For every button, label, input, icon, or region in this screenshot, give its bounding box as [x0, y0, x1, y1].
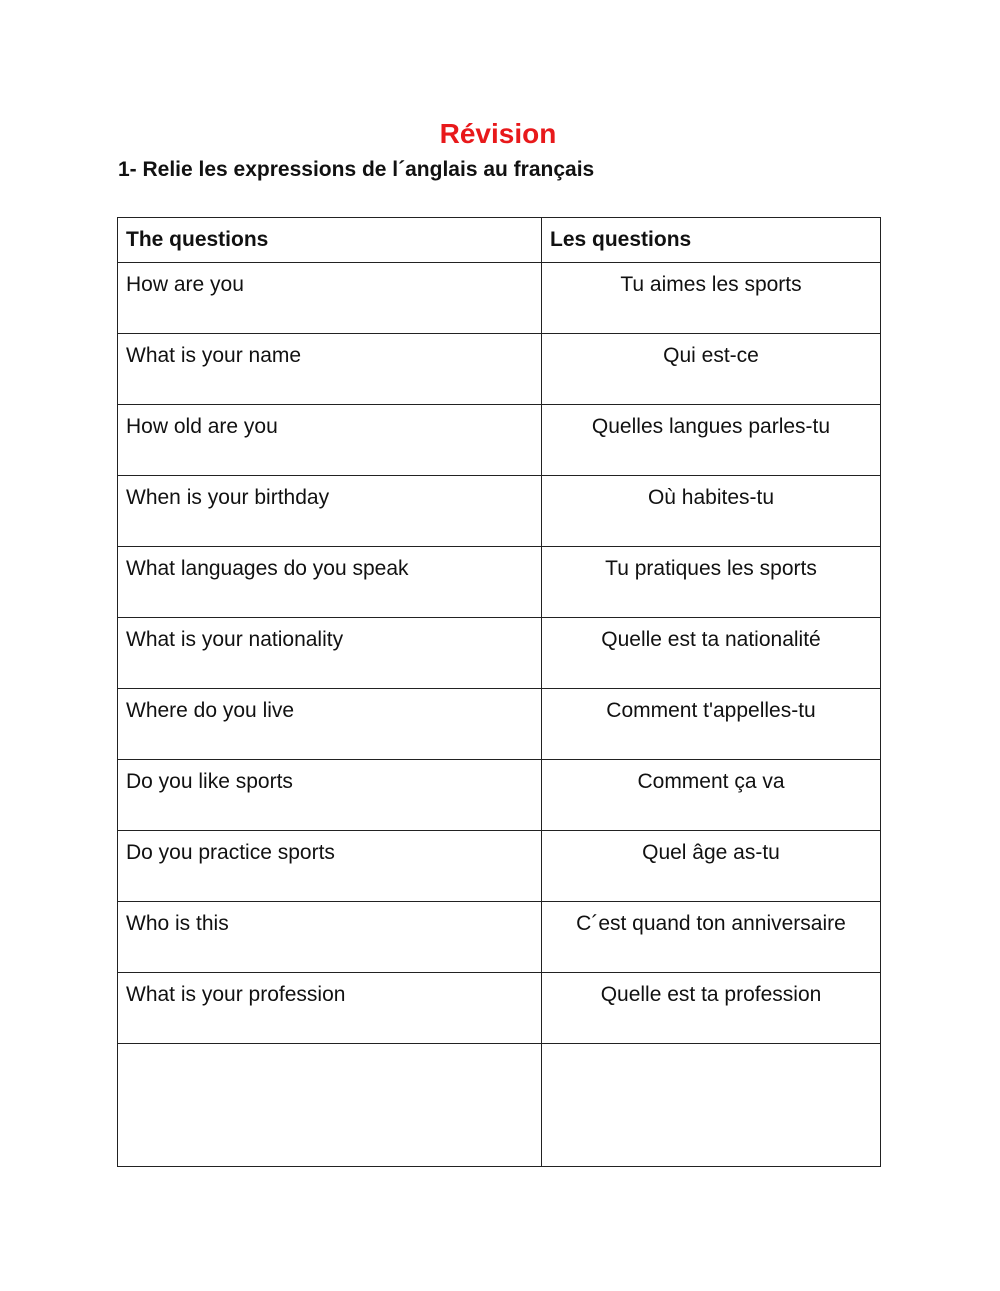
- french-question: C´est quand ton anniversaire: [542, 902, 881, 973]
- page-title: Révision: [439, 118, 557, 149]
- english-question: What languages do you speak: [118, 547, 542, 618]
- french-question: Quelle est ta profession: [542, 973, 881, 1044]
- french-question: Comment ça va: [542, 760, 881, 831]
- french-question: Tu pratiques les sports: [542, 547, 881, 618]
- english-question: What is your name: [118, 334, 542, 405]
- english-question: When is your birthday: [118, 476, 542, 547]
- french-question: Tu aimes les sports: [542, 263, 881, 334]
- empty-cell-english: [118, 1044, 542, 1167]
- table-row: [118, 618, 881, 689]
- empty-table-row: [118, 1044, 881, 1167]
- english-question: How are you: [118, 263, 542, 334]
- french-question: Qui est-ce: [542, 334, 881, 405]
- table-row: [118, 405, 881, 476]
- table-header-row: [118, 218, 881, 263]
- table-row: [118, 263, 881, 334]
- table-row: [118, 689, 881, 760]
- english-question: Where do you live: [118, 689, 542, 760]
- french-question: Quelles langues parles-tu: [542, 405, 881, 476]
- french-question: Comment t'appelles-tu: [542, 689, 881, 760]
- exercise-instruction: 1- Relie les expressions de l´anglais au français: [118, 158, 595, 181]
- english-question: What is your profession: [118, 973, 542, 1044]
- french-question: Quel âge as-tu: [542, 831, 881, 902]
- column-header-english: The questions: [118, 218, 542, 263]
- english-question: Do you practice sports: [118, 831, 542, 902]
- column-header-french: Les questions: [542, 218, 881, 263]
- table-row: [118, 476, 881, 547]
- table-row: [118, 760, 881, 831]
- table-row: [118, 831, 881, 902]
- empty-cell-french: [542, 1044, 881, 1167]
- english-question: Do you like sports: [118, 760, 542, 831]
- table-row: [118, 547, 881, 618]
- table-row: [118, 902, 881, 973]
- english-question: How old are you: [118, 405, 542, 476]
- english-question: Who is this: [118, 902, 542, 973]
- table-row: [118, 334, 881, 405]
- english-question: What is your nationality: [118, 618, 542, 689]
- french-question: Où habites-tu: [542, 476, 881, 547]
- french-question: Quelle est ta nationalité: [542, 618, 881, 689]
- matching-table: [117, 217, 881, 1167]
- table-row: [118, 973, 881, 1044]
